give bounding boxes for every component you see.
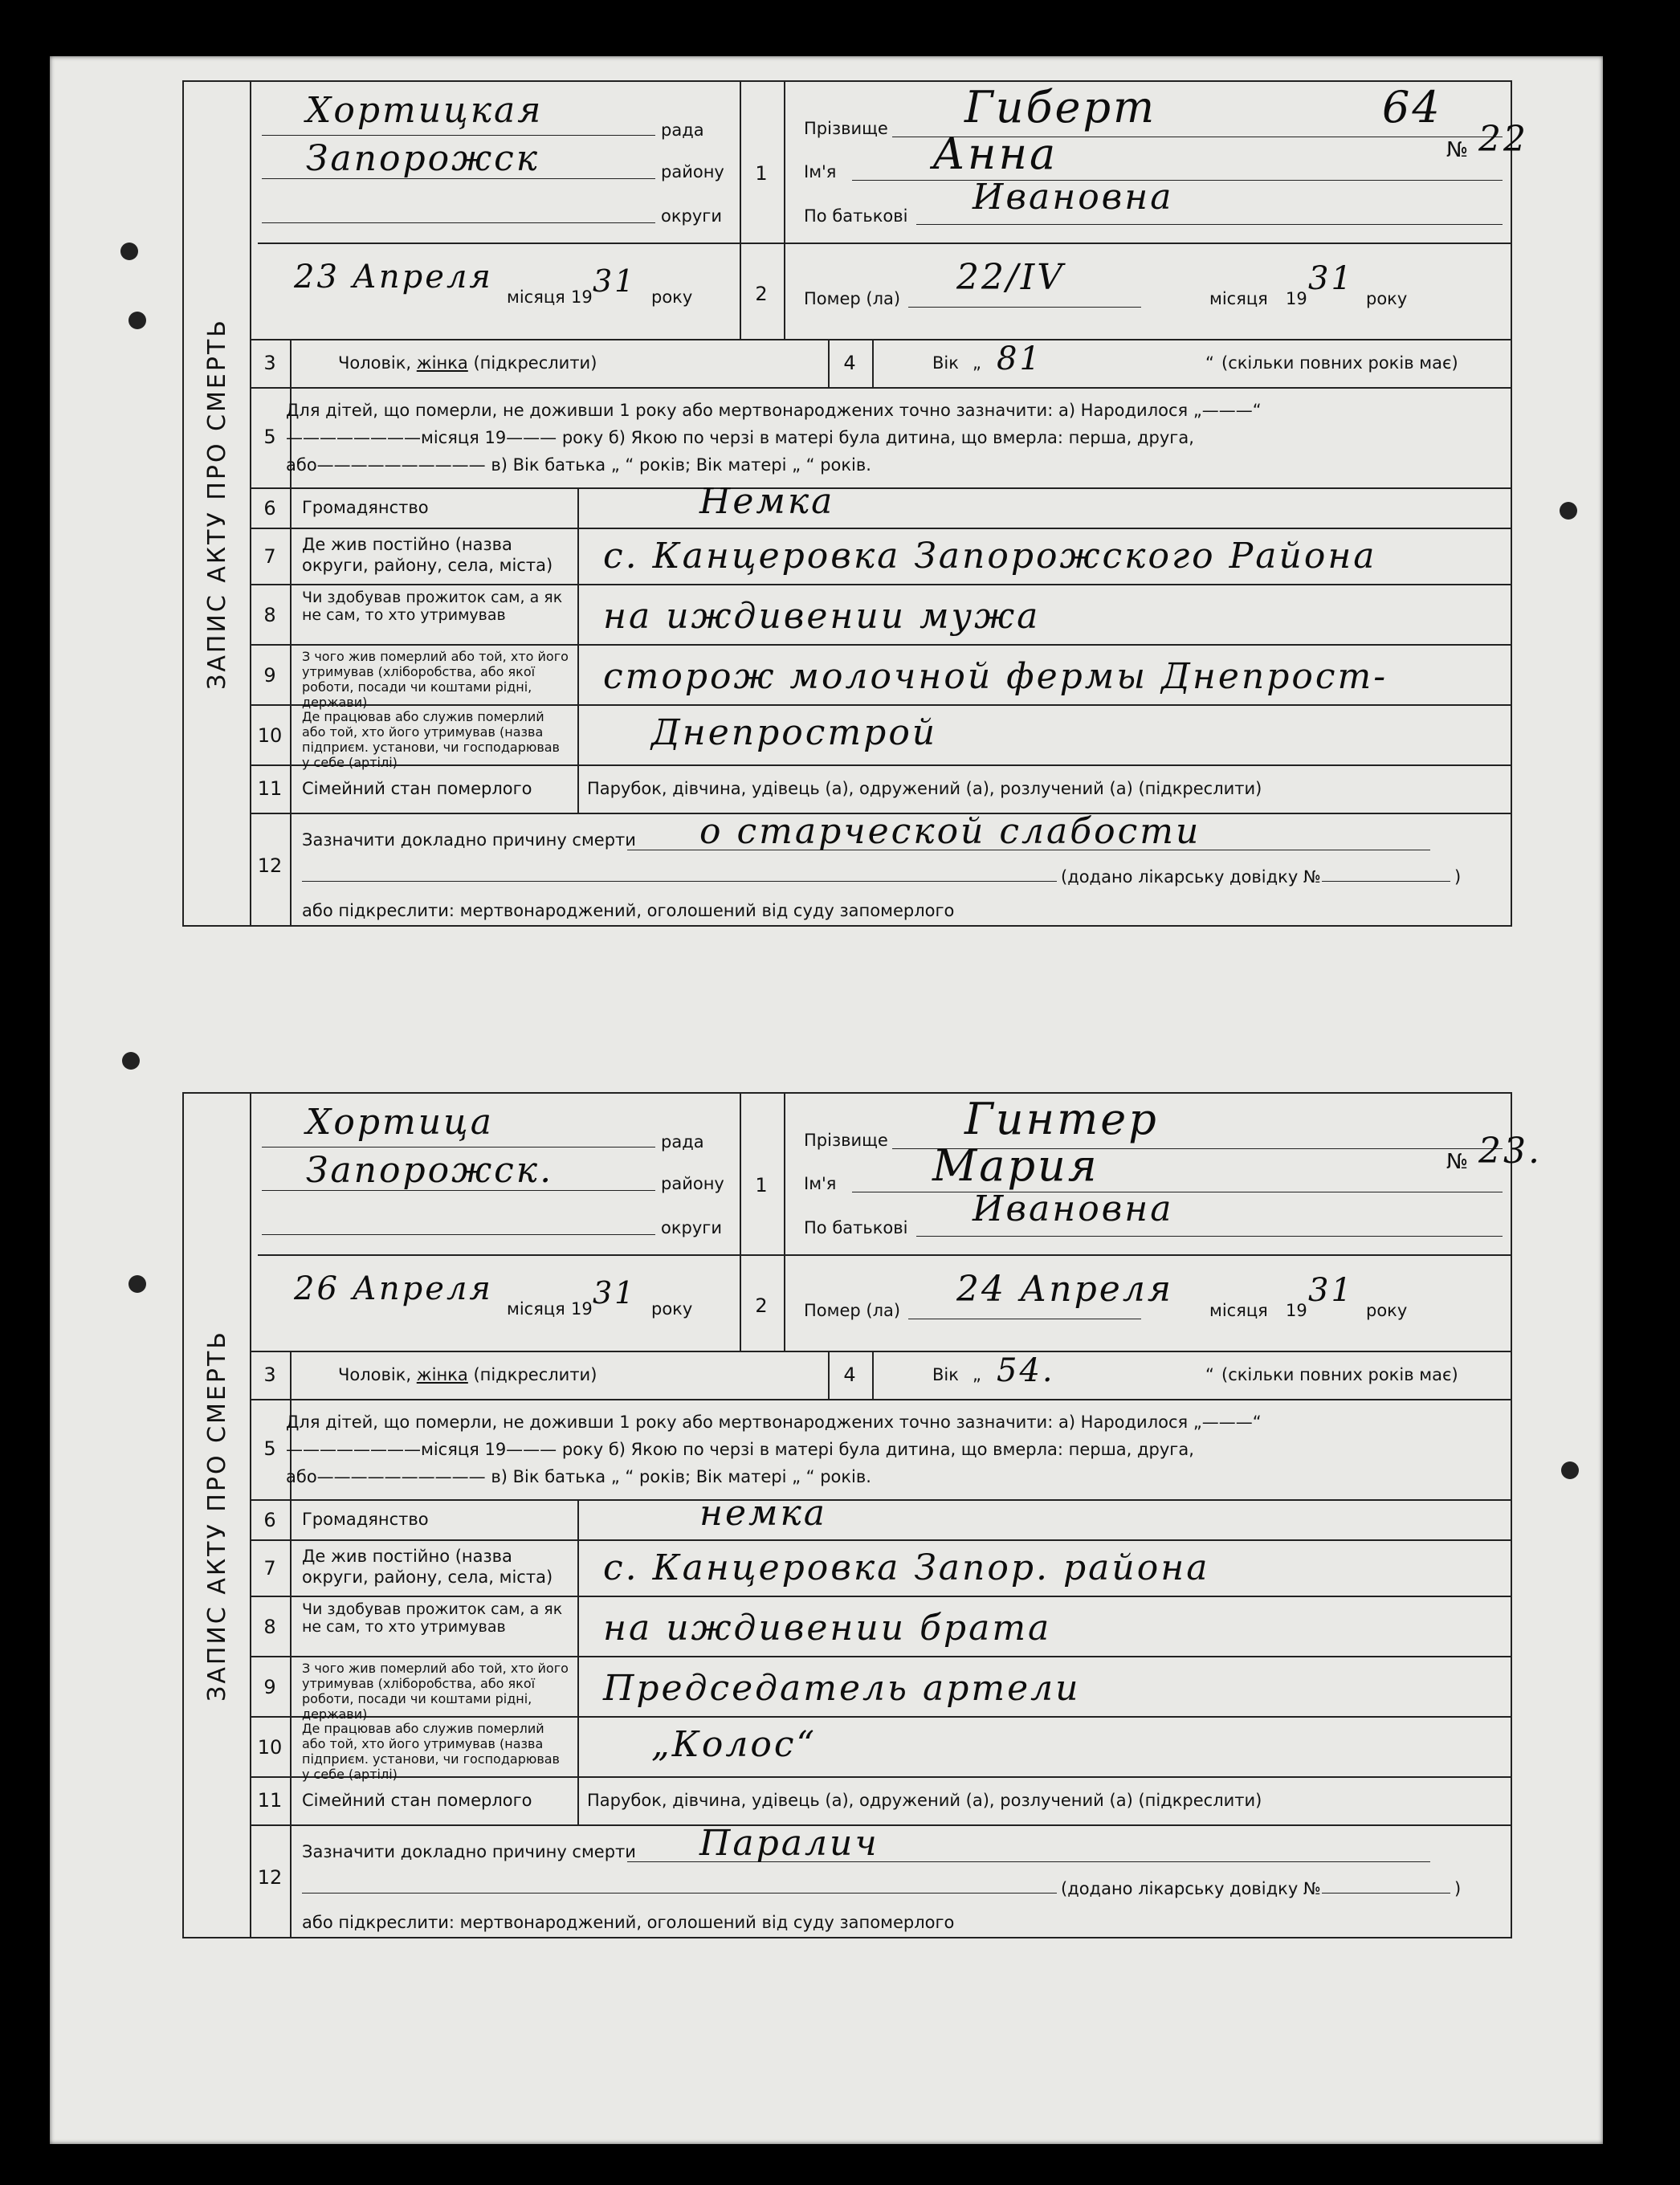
support-value: на иждивении мужа [603, 596, 1041, 637]
cause-value: Паралич [699, 1823, 879, 1864]
patronymic-value: Ивановна [973, 177, 1174, 218]
residence-row: 7 Де жив постійно (назва округи, району, села, міста) с. Канцеровка Запорожского Района [250, 528, 1511, 585]
death-record-form [182, 80, 1528, 927]
raion-value: Запорожск. [306, 1150, 554, 1191]
citizenship-row: 6 Громадянство Немка [250, 487, 1511, 529]
registration-year: 31 [593, 263, 637, 299]
citizenship-value: Немка [699, 481, 835, 522]
children-row: 5 Для дітей, що померли, не доживши 1 року або мертвонароджених точно зазначити: а) Народилося „———“ ————————місяця 19——— року б) Якою по черзі в матері була дитина, що вмерла: перша, друга, або—————————— в) Вік батька „ “ років; Вік матері „ “ років. [250, 1399, 1511, 1501]
citizenship-value: немка [699, 1493, 828, 1534]
form-title-vertical: ЗАПИС АКТУ ПРО СМЕРТЬ [184, 82, 251, 925]
form-title-vertical: ЗАПИС АКТУ ПРО СМЕРТЬ [184, 1094, 251, 1937]
record-number: 22 [1478, 119, 1528, 160]
children-row: 5 Для дітей, що померли, не доживши 1 року або мертвонароджених точно зазначити: а) Народилося „———“ ————————місяця 19——— року б) Якою по черзі в матері була дитина, що вмерла: перша, друга, або—————————— в) Вік батька „ “ років; Вік матері „ “ років. [250, 387, 1511, 489]
residence-value: с. Канцеровка Запорожского Района [603, 536, 1377, 577]
work-row: 10 Де працював або служив померлий або той, хто його утримував (назва підприєм. установи, чи господарював у себе (артілі) Днепрострой [250, 704, 1511, 766]
punch-hole [1561, 1461, 1579, 1479]
surname-value: Гиберт [964, 82, 1157, 132]
work-value: Днепрострой [651, 712, 938, 753]
death-record-form [182, 1092, 1542, 1938]
raion-value: Запорожск [306, 138, 540, 179]
age-value: 81 [997, 340, 1042, 377]
rada-value: Хортицкая [306, 90, 544, 131]
punch-hole [128, 312, 146, 329]
death-year: 31 [1308, 1272, 1354, 1309]
work-value: „Колос“ [651, 1724, 817, 1765]
support-value: на иждивении брата [603, 1608, 1052, 1649]
citizenship-row: 6 Громадянство немка [250, 1499, 1511, 1541]
income-row: 9 З чого жив померлий або той, хто його утримував (хліборобства, або якої роботи, посади чи коштами рідні, держави) Председатель артели [250, 1656, 1511, 1718]
surname-value: Гинтер [964, 1094, 1159, 1144]
punch-hole [120, 243, 138, 260]
residence-row: 7 Де жив постійно (назва округи, району, села, міста) с. Канцеровка Запор. района [250, 1539, 1511, 1597]
sex-age-row: 3 Чоловік, жінка (підкреслити) 4 Вік „ 54. “ (скільки повних років має) [250, 1351, 1511, 1400]
punch-hole [1560, 502, 1577, 520]
margin-note: 64 [1382, 82, 1442, 132]
cause-row: 12 Зазначити докладно причину смерти Паралич (додано лікарську довідку № ) або підкреслити: мертвонароджений, оголошений від суду запомерлого [250, 1824, 1511, 1937]
header-block: 1 2 Хортицкая рада Запорожск району округи 23 Апреля місяця 19 31 року Прізвище Гиберт Ім'я Анна По батькові Ивановна 64 № 22 Помер (ла) 22/IV місяця 19 31 року [250, 82, 1511, 340]
name-value: Анна [932, 128, 1058, 179]
work-row: 10 Де працював або служив померлий або той, хто його утримував (назва підприєм. установи, чи господарював у себе (артілі) „Колос“ [250, 1716, 1511, 1778]
income-value: Председатель артели [603, 1668, 1081, 1709]
registration-date: 23 Апреля [294, 259, 493, 296]
punch-hole [122, 1052, 140, 1070]
support-row: 8 Чи здобував прожиток сам, а як не сам, то хто утримував на иждивении брата [250, 1596, 1511, 1657]
death-date: 24 Апреля [956, 1269, 1173, 1310]
name-value: Мария [932, 1140, 1099, 1191]
rada-value: Хортица [306, 1102, 494, 1143]
death-year: 31 [1308, 260, 1354, 297]
income-value: сторож молочной фермы Днепрост- [603, 656, 1388, 697]
header-block: 1 2 Хортица рада Запорожск. району округи 26 Апреля місяця 19 31 року Прізвище Гинтер Ім'я Мария По батькові Ивановна № 23. Помер (ла) 24 Апреля місяця 19 31 року [250, 1094, 1511, 1352]
sex-age-row: 3 Чоловік, жінка (підкреслити) 4 Вік „ 81 “ (скільки повних років має) [250, 339, 1511, 389]
cause-value: о старческой слабости [699, 811, 1201, 852]
registration-date: 26 Апреля [294, 1270, 493, 1307]
patronymic-value: Ивановна [973, 1188, 1174, 1229]
marital-row: 11 Сімейний стан померлого Парубок, дівчина, удівець (а), одружений (а), розлучений (а) (підкреслити) [250, 764, 1511, 814]
income-row: 9 З чого жив померлий або той, хто його утримував (хліборобства, або якої роботи, посади чи коштами рідні, держави) сторож молочной фермы Днепрост- [250, 644, 1511, 706]
registration-year: 31 [593, 1275, 637, 1311]
punch-hole [128, 1275, 146, 1293]
record-number: 23. [1478, 1131, 1542, 1172]
death-date: 22/IV [956, 257, 1065, 298]
residence-value: с. Канцеровка Запор. района [603, 1547, 1210, 1588]
age-value: 54. [997, 1352, 1055, 1389]
support-row: 8 Чи здобував прожиток сам, а як не сам, то хто утримував на иждивении мужа [250, 584, 1511, 646]
document-page [50, 56, 1603, 2144]
marital-row: 11 Сімейний стан померлого Парубок, дівчина, удівець (а), одружений (а), розлучений (а) (підкреслити) [250, 1776, 1511, 1826]
cause-row: 12 Зазначити докладно причину смерти о старческой слабости (додано лікарську довідку № ) або підкреслити: мертвонароджений, оголошений від суду запомерлого [250, 813, 1511, 925]
